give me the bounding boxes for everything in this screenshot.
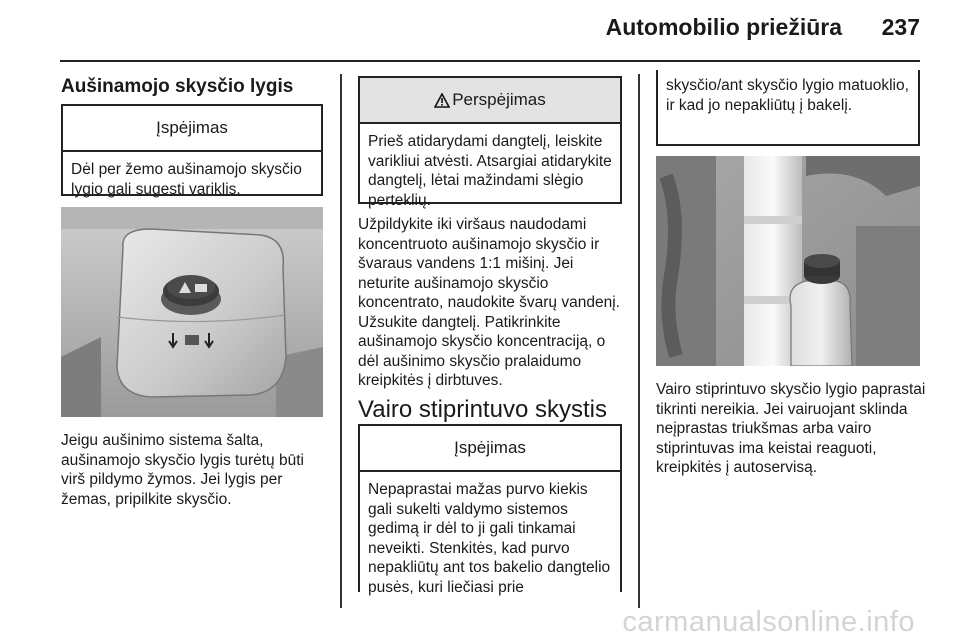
watermark: carmanualsonline.info: [622, 606, 915, 638]
page-number: 237: [881, 14, 920, 40]
header-rule: [60, 60, 920, 62]
column-divider-1: [340, 74, 342, 608]
notice-box-dirt: [358, 424, 622, 596]
column-divider-2: [638, 74, 640, 608]
warning-title: Perspėjimas: [452, 90, 546, 109]
notice-continued-body: skysčio/ant skysčio lygio matuoklio, ir kad jo nepakliūtų į bakelį.: [666, 77, 909, 114]
notice-box-coolant: [61, 104, 323, 196]
refill-paragraph: Užpildykite iki viršaus naudodami koncentruoto aušinamojo skysčio ir švaraus vandens 1:1 mišinį. Jei neturite aušinamojo skysčio koncentrato, naudokite švarų vandenį. Užsukite dangtelį. Patikrinkite aušinamojo skysčio koncentraciją, o dėl aušinimo skysčio pralaidumo kreipkitės į dirbtuves.: [358, 216, 620, 389]
coolant-paragraph: Jeigu aušinimo sistema šalta, aušinamojo skysčio lygis turėtų būti virš pildymo žymos. Jei lygis per žemas, pripilkite skysčio.: [61, 432, 304, 508]
notice-title: Įspėjimas: [360, 426, 620, 472]
notice-body: Dėl per žemo aušinamojo skysčio lygio gali sugesti variklis.: [71, 161, 302, 198]
warning-box-cap: [358, 76, 622, 209]
warning-body: Prieš atidarydami dangtelį, leiskite varikliui atvėsti. Atsargiai atidarykite dangtelį, lėtai mažindami slėgio perteklių.: [368, 133, 612, 209]
coolant-reservoir-photo: [61, 207, 323, 417]
power-steering-paragraph: Vairo stiprintuvo skysčio lygio paprastai tikrinti nereikia. Jei vairuojant sklinda neįprastas triukšmas arba vairo stiprintuvas ima keistai reaguoti, kreipkitės į autoservisą.: [656, 381, 926, 476]
warning-header: [360, 78, 620, 124]
notice-box-continued: [656, 70, 920, 146]
notice-body: Nepaprastai mažas purvo kiekis gali sukelti valdymo sistemos gedimą ir dėl to ji gali tinkamai neveikti. Stenkitės, kad purvo nepakliūtų ant tos bakelio dangtelio pusės, kuri liečiasi prie: [368, 481, 611, 596]
running-header-title: Automobilio priežiūra: [605, 14, 842, 40]
section-heading-power-steering: Vairo stiprintuvo skystis: [358, 396, 607, 423]
power-steering-reservoir-photo: [656, 156, 920, 366]
warning-triangle-icon: [434, 93, 450, 108]
notice-title: Įspėjimas: [63, 106, 321, 152]
section-heading-coolant-level: Aušinamojo skysčio lygis: [61, 76, 294, 97]
